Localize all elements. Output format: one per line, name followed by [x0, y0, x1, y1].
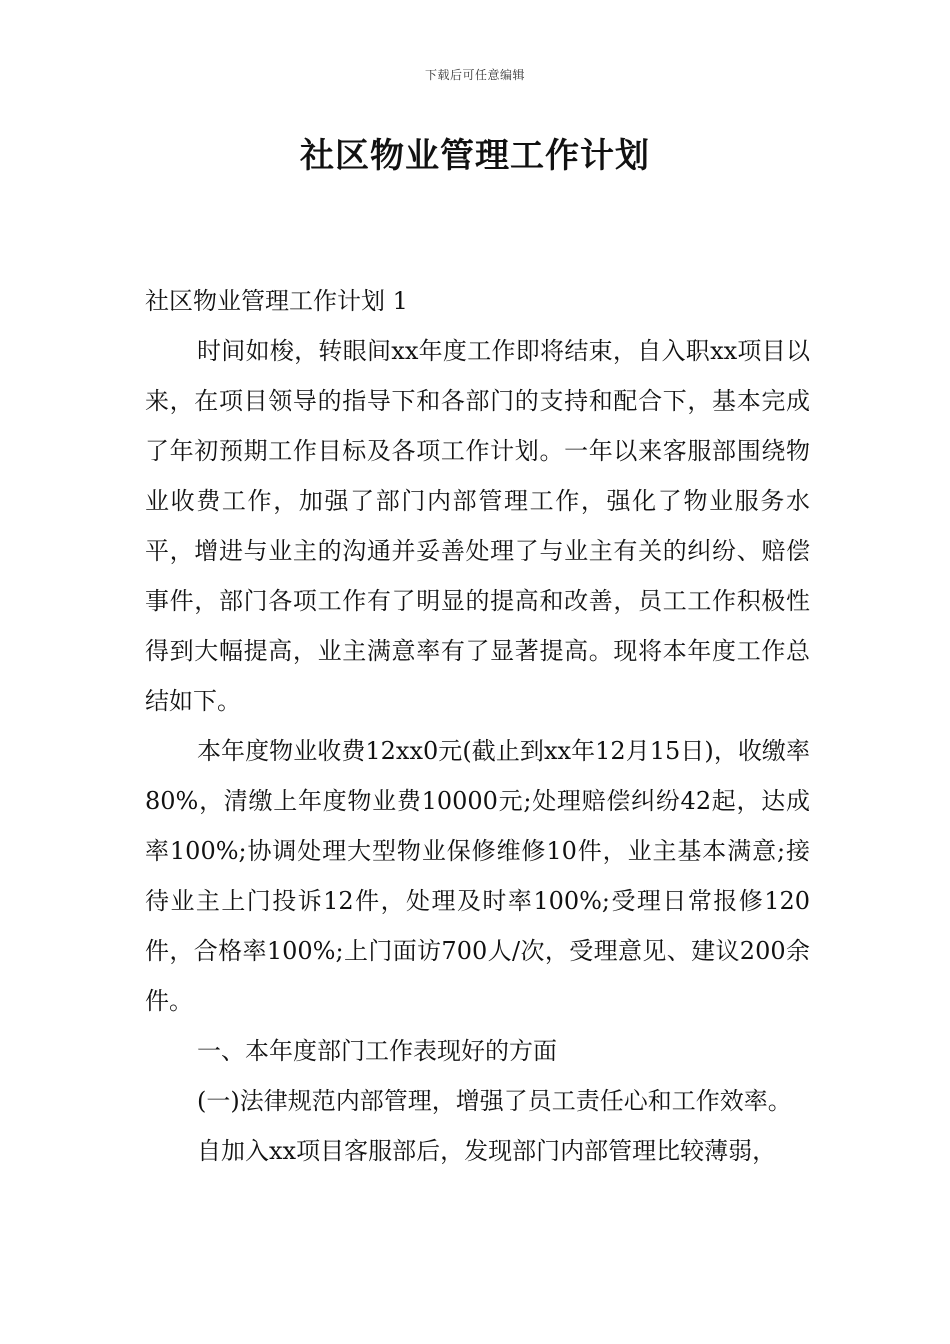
document-title: 社区物业管理工作计划	[300, 136, 650, 176]
document-body	[145, 276, 810, 1176]
paragraph-subheading-1: (一)法律规范内部管理，增强了员工责任心和工作效率。	[197, 1087, 792, 1115]
header-note: 下载后可任意编辑	[424, 68, 525, 82]
paragraph-statistics: 本年度物业收费12xx0元(截止到xx年12月15日)，收缴率80%，清缴上年度物业费10000元;处理赔偿纠纷42起，达成率100%;协调处理大型物业保修维修10件，业主基本满意;接待业主上门投诉12件，处理及时率100%;受理日常报修120件，合格率100%;上门面访700人/次，受理意见、建议200余件。	[145, 737, 810, 1015]
paragraph-heading-1: 一、本年度部门工作表现好的方面	[197, 1037, 557, 1065]
section-heading: 社区物业管理工作计划 1	[145, 287, 408, 315]
paragraph-intro: 时间如梭，转眼间xx年度工作即将结束，自入职xx项目以来，在项目领导的指导下和各部门的支持和配合下，基本完成了年初预期工作目标及各项工作计划。一年以来客服部围绕物业收费工作，加强了部门内部管理工作，强化了物业服务水平，增进与业主的沟通并妥善处理了与业主有关的纠纷、赔偿事件，部门各项工作有了明显的提高和改善，员工工作积极性得到大幅提高，业主满意率有了显著提高。现将本年度工作总结如下。	[145, 337, 810, 715]
paragraph-management: 自加入xx项目客服部后，发现部门内部管理比较薄弱，	[197, 1137, 777, 1165]
